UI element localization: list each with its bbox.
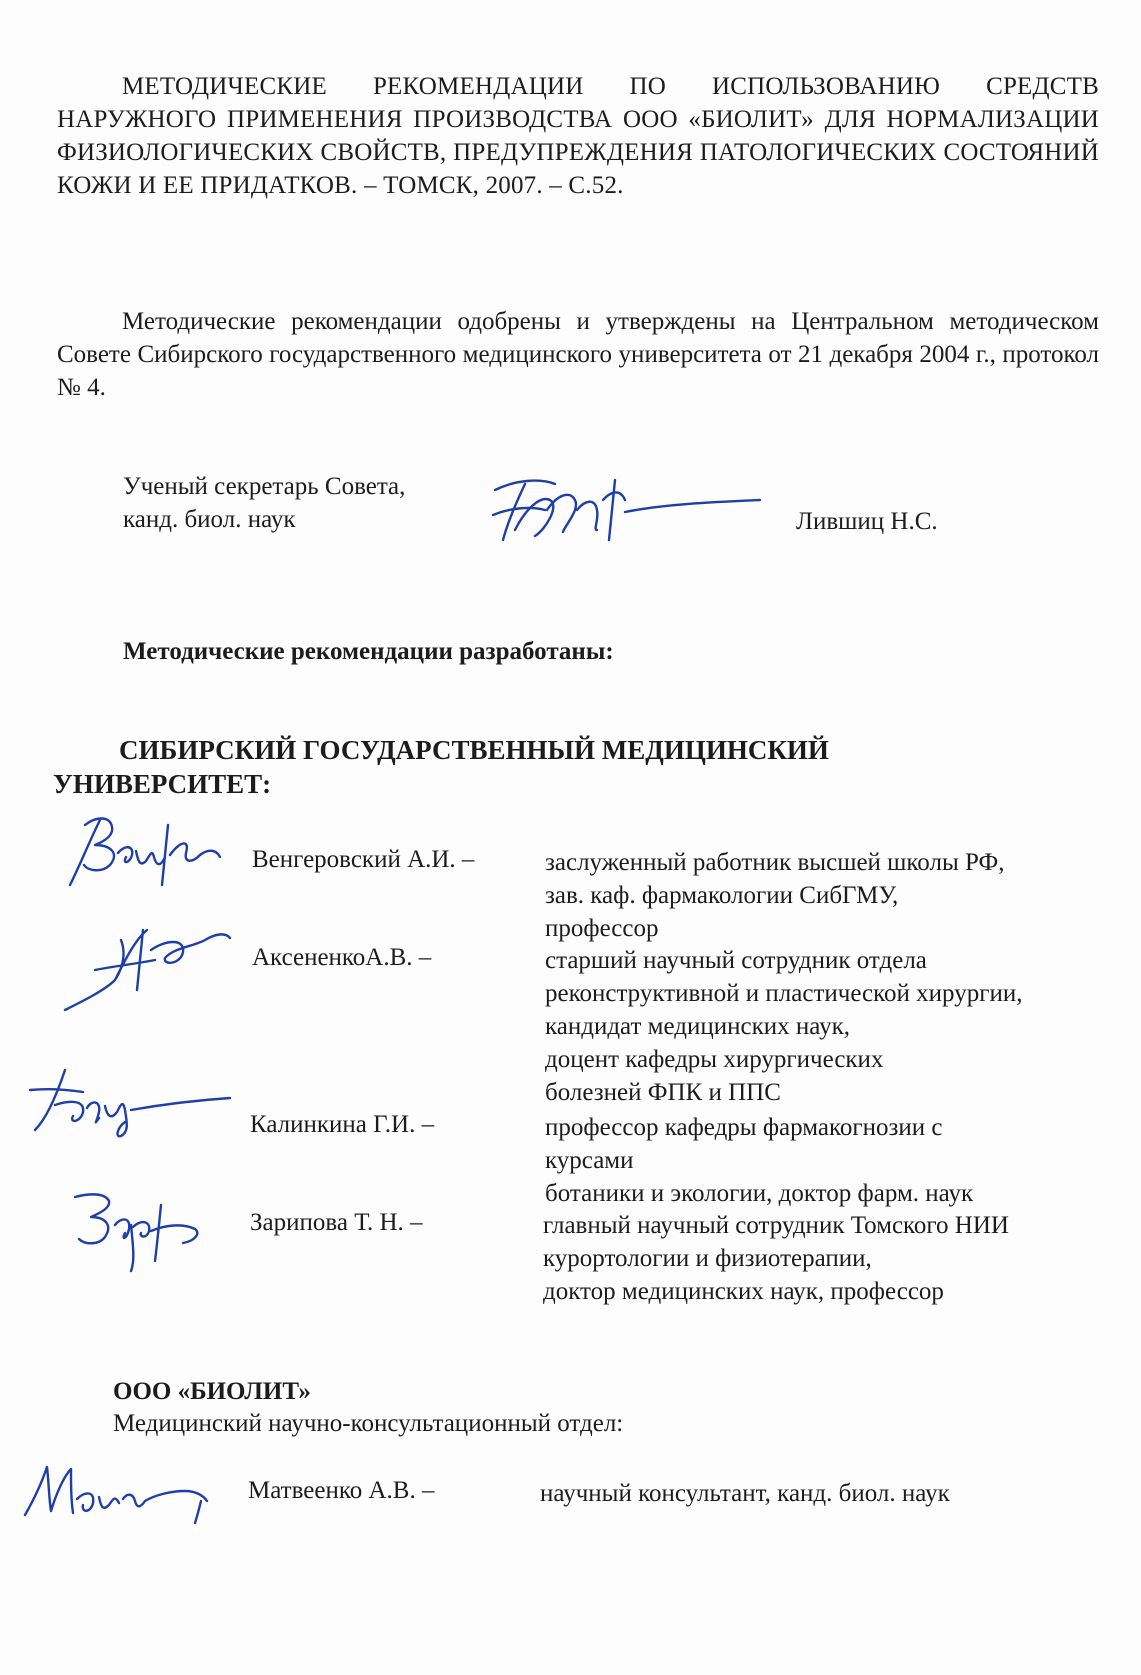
author-signature-3 [25,1060,235,1140]
secretary-title: Ученый секретарь Совета, [123,473,406,500]
secretary-name: Лившиц Н.С. [796,508,938,535]
author-desc-line: курортологии и физиотерапии, [543,1245,872,1272]
author-desc-line: ботаники и экологии, доктор фарм. наук [545,1180,974,1207]
author-desc-2 [545,944,1022,1109]
author-name-3: Калинкина Г.И. – [250,1111,435,1138]
author-name-2: АксененкоА.В. – [252,944,432,971]
author-desc-line: реконструктивной и пластической хирургии, [545,980,1023,1007]
author-desc-line: профессор [545,915,659,942]
member-name: Матвеенко А.В. – [248,1477,435,1504]
secretary-signature [485,470,765,550]
author-desc-line: курсами [545,1147,634,1174]
author-name-4: Зарипова Т. Н. – [250,1209,423,1236]
university-heading: СИБИРСКИЙ ГОСУДАРСТВЕННЫЙ МЕДИЦИНСКИЙ УНИВЕРСИТЕТ: [53,735,829,799]
author-desc-4 [543,1209,1009,1308]
author-desc-line: заслуженный работник высшей школы РФ, [545,849,1005,876]
author-desc-1 [545,846,1004,945]
author-signature-4 [65,1185,205,1275]
author-desc-line: доктор медицинских наук, профессор [543,1278,944,1305]
developed-heading: Методические рекомендации разработаны: [123,638,614,665]
company-name: ООО «БИОЛИТ» [113,1378,311,1405]
member-signature [15,1455,215,1525]
author-desc-line: болезней ФПК и ППС [545,1079,781,1106]
author-name-1: Венгеровский А.И. – [252,846,475,873]
author-desc-line: зав. каф. фармакологии СибГМУ, [545,882,899,909]
author-desc-line: профессор кафедры фармакогнозии с [545,1114,943,1141]
author-desc-line: кандидат медицинских наук, [545,1013,850,1040]
member-desc: научный консультант, канд. биол. наук [540,1480,950,1507]
department-label: Медицинский научно-консультационный отдел: [113,1410,624,1437]
author-desc-3 [545,1111,973,1210]
title-paragraph: МЕТОДИЧЕСКИЕ РЕКОМЕНДАЦИИ ПО ИСПОЛЬЗОВАНИЮ СРЕДСТВ НАРУЖНОГО ПРИМЕНЕНИЯ ПРОИЗВОДСТВА ООО «БИОЛИТ» ДЛЯ НОРМАЛИЗАЦИИ ФИЗИОЛОГИЧЕСКИХ СВОЙСТВ, ПРЕДУПРЕЖДЕНИЯ ПАТОЛОГИЧЕСКИХ СОСТОЯНИЙ КОЖИ И ЕЕ ПРИДАТКОВ. – ТОМСК, 2007. – С.52. [57,73,1099,199]
secretary-degree: канд. биол. наук [123,506,296,533]
author-signature-1 [60,805,230,895]
author-desc-line: главный научный сотрудник Томского НИИ [543,1212,1009,1239]
secretary-block [123,470,405,536]
author-desc-line: доцент кафедры хирургических [545,1046,884,1073]
approval-paragraph: Методические рекомендации одобрены и утверждены на Центральном методическом Совете Сибирского государственного медицинского университета от 21 декабря 2004 г., протокол № 4. [57,308,1099,401]
author-signature-2 [55,910,235,1020]
author-desc-line: старший научный сотрудник отдела [545,947,927,974]
